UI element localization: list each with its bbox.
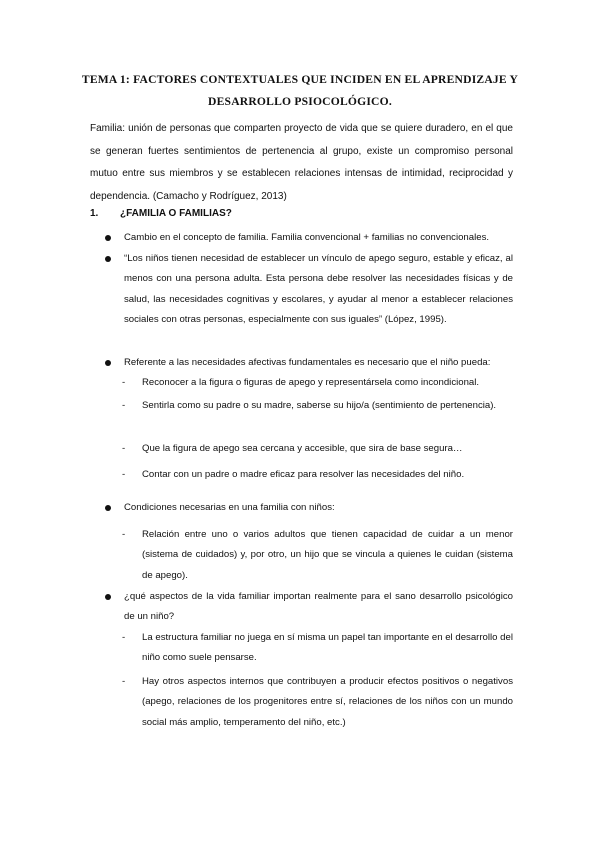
bullet-item: Condiciones necesarias en una familia con niños:	[124, 502, 335, 513]
intro-paragraph: Familia: unión de personas que comparten proyecto de vida que se quiere duradero, en el que se generan fuertes sentimientos de pertenencia al grupo, existe un compromiso personal mutuo entre sus miembros y se establecen relaciones intensas de intimidad, reciprocidad y dependencia. (Camacho y Rodríguez, 2013)	[90, 123, 513, 202]
dash-bullet: -	[122, 400, 126, 411]
bullet-item: “Los niños tienen necesidad de establecer un vínculo de apego seguro, estable y eficaz, al menos con una persona adulta. Esta persona debe resolver las necesidades físicas y de salud, las necesidades cognitivas y escolares, y ayudar al menor a establecer relaciones sociales con otras personas, especialmente con sus iguales” (López, 1995).	[124, 253, 513, 326]
bullet-icon	[105, 235, 111, 241]
list-item: Relación entre uno o varios adultos que tienen capacidad de cuidar a un menor (sistema de cuidados) y, por otro, un hijo que se vincula a quienes le cuidan (sistema de apego).	[142, 529, 513, 581]
bullet-item: Cambio en el concepto de familia. Familia convencional + familias no convencionales.	[124, 232, 490, 243]
dash-bullet: -	[122, 529, 126, 540]
dash-bullet: -	[122, 469, 126, 480]
section-heading	[90, 205, 232, 223]
bullet-item: ¿qué aspectos de la vida familiar importan realmente para el sano desarrollo psicológico de un niño?	[124, 591, 513, 623]
dash-bullet: -	[122, 443, 126, 454]
dash-bullet: -	[122, 676, 126, 687]
bullet-icon	[105, 505, 111, 511]
section-title: ¿FAMILIA O FAMILIAS?	[120, 208, 232, 219]
bullet-item: Referente a las necesidades afectivas fundamentales es necesario que el niño pueda:	[124, 357, 491, 368]
title-line-1: TEMA 1: FACTORES CONTEXTUALES QUE INCIDEN EN EL APRENDIZAJE Y	[81, 73, 519, 86]
list-item: Sentirla como su padre o su madre, saberse su hijo/a (sentimiento de pertenencia).	[142, 400, 497, 411]
section-number: 1.	[90, 208, 99, 219]
list-item: Reconocer a la figura o figuras de apego y representársela como incondicional.	[142, 377, 480, 388]
dash-bullet: -	[122, 632, 126, 643]
bullet-icon	[105, 360, 111, 366]
bullet-icon	[105, 256, 111, 262]
list-item: Contar con un padre o madre eficaz para resolver las necesidades del niño.	[142, 469, 465, 480]
title-line-2: DESARROLLO PSIOCOLÓGICO.	[208, 95, 392, 108]
document-title	[80, 69, 520, 113]
dash-bullet: -	[122, 377, 126, 388]
list-item: Que la figura de apego sea cercana y accesible, que sira de base segura…	[142, 443, 463, 454]
list-item: La estructura familiar no juega en sí misma un papel tan importante en el desarrollo del niño como suele pensarse.	[142, 632, 513, 664]
bullet-icon	[105, 594, 111, 600]
list-item: Hay otros aspectos internos que contribuyen a producir efectos positivos o negativos (apego, relaciones de los progenitores entre sí, relaciones de los niños con un mundo social más amplio, temperamento del niño, etc.)	[142, 676, 513, 728]
